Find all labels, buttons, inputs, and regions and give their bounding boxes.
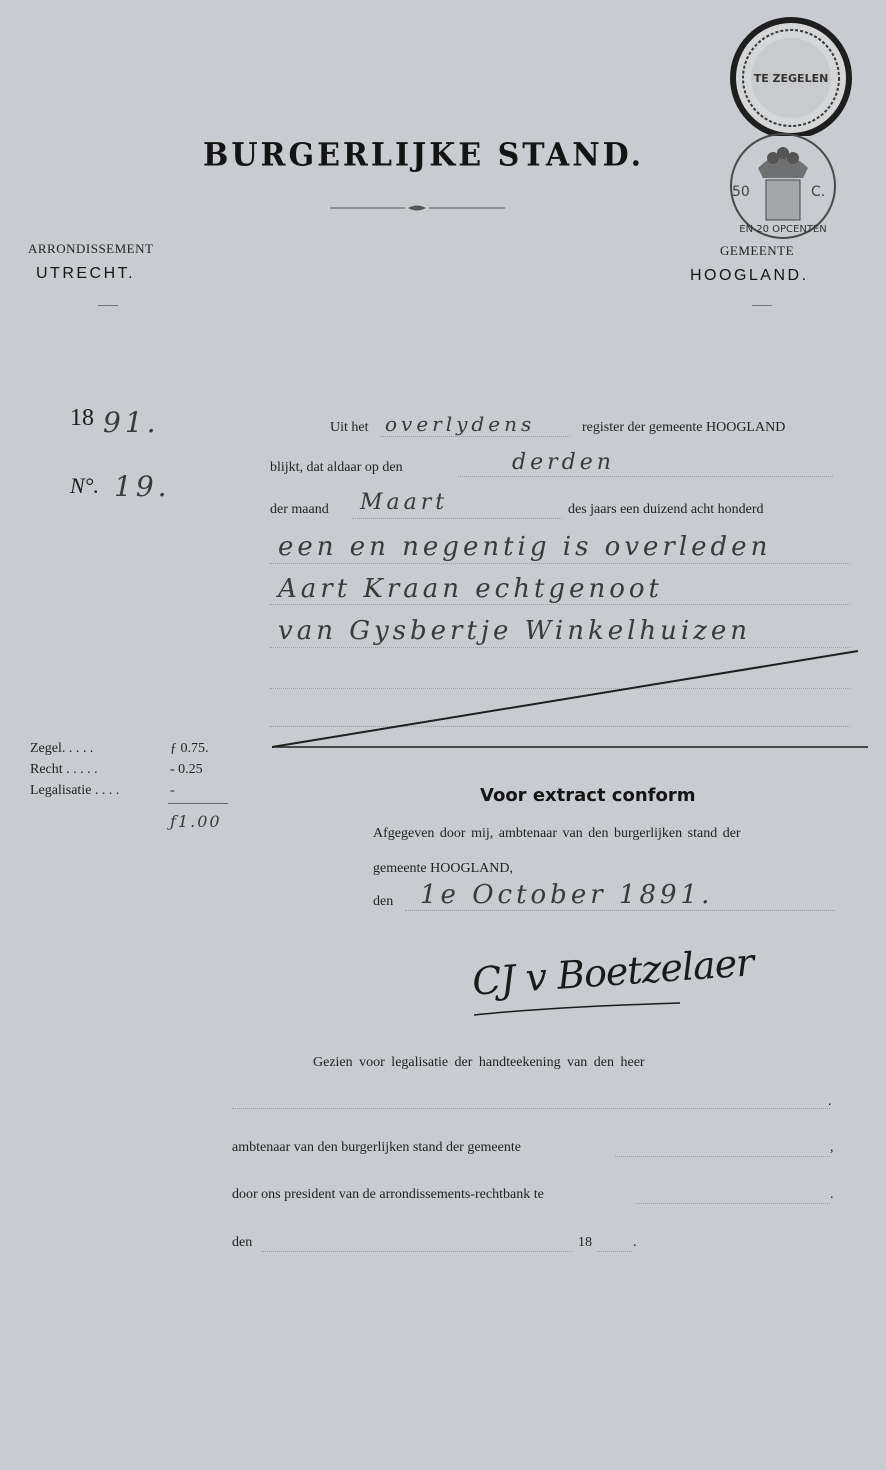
recht-value: - 0.25 (170, 762, 203, 777)
number-label: N°. (70, 473, 99, 498)
signature-underline (470, 995, 690, 1025)
zegel-label: Zegel. . . . . (30, 741, 94, 756)
stamp-top-text: TE ZEGELEN (753, 72, 829, 85)
extract-heading: Voor extract conform (480, 785, 696, 806)
stamp-value-text: 50 (732, 184, 750, 200)
month-value: Maart (360, 490, 449, 515)
hand-line-2: Aart Kraan echtgenoot (278, 574, 663, 604)
legalisatie-label: Legalisatie . . . . (30, 783, 120, 798)
legalisation-line-2: ambtenaar van den burgerlijken stand der gemeente (232, 1140, 521, 1155)
official-signature: CJ v Boetzelaer (470, 940, 755, 1004)
fees-total: ƒ1.00 (170, 812, 222, 831)
hand-line-3: van Gysbertje Winkelhuizen (278, 616, 752, 646)
line3-suffix: des jaars een duizend acht honderd (568, 502, 764, 517)
closing-strike-line (268, 645, 868, 755)
gemeente-value: HOOGLAND. (690, 267, 809, 284)
gemeente-label: GEMEENTE (720, 243, 795, 258)
legalisatie-value: - (170, 783, 175, 798)
year-prefix: 18 (70, 405, 94, 431)
document-title: BURGERLIJKE STAND. (203, 137, 645, 174)
extract-date-value: 1e October 1891. (420, 880, 714, 910)
revenue-stamp-bottom (718, 128, 858, 243)
register-type: overlydens (385, 412, 536, 436)
year-suffix: 91. (103, 406, 160, 439)
number-value: 19. (114, 470, 171, 503)
extract-date-prefix: den (373, 894, 394, 909)
legalisation-line-4-year: 18 (578, 1235, 592, 1250)
line1-suffix: register der gemeente HOOGLAND (582, 420, 786, 435)
legalisation-line-4-prefix: den (232, 1235, 253, 1250)
stamp-letter-text: C. (811, 184, 826, 200)
arrondissement-value: UTRECHT. (36, 265, 136, 282)
zegel-value: ƒ 0.75. (170, 741, 209, 756)
arrondissement-label: ARRONDISSEMENT (28, 241, 154, 256)
legalisation-line-3: door ons president van de arrondissements-rechtbank te (232, 1187, 544, 1202)
line3-prefix: der maand (270, 502, 329, 517)
hand-line-1: een en negentig is overleden (278, 532, 772, 562)
extract-line-1: Afgegeven door mij, ambtenaar van den burgerlijken stand der (373, 826, 741, 841)
document-page: TE ZEGELEN 50 C. EN 20 OPCENTEN BURGERLIJKE STAND. ARRONDISSEMENT UTRECHT. GEMEENTE HOOGLAND. 18 91. N°. 19. Uit het overlydens register der gemeente HOOGLAND blijkt, dat aldaar op den derden der maand Maart des jaars een duizend acht honderd een en negentig is overleden Aart Kraan echtgenoot van Gysbertje Winkelhuizen Zegel. . . . . ƒ 0.75. Recht . . . . . - 0.25 Legalisatie . . . . - ƒ1.00 Voor extract conform Afgegeven door mij, ambtenaar van den burgerlijken stand der gemeente HOOGLAND, den 1e October 1891. CJ v Boetzelaer Gezien voor legalisatie der handteekening van den heer . ambtenaar van den burgerlijken stand der gemeente , door ons president van de arrondissements-rechtbank te . den 18 . (0, 0, 886, 1470)
recht-label: Recht . . . . . (30, 762, 98, 777)
day-value: derden (512, 450, 615, 475)
stamp-bottom-text: EN 20 OPCENTEN (739, 224, 827, 235)
legalisation-line-1: Gezien voor legalisatie der handteekening van den heer (313, 1055, 645, 1070)
line1-prefix: Uit het (330, 420, 369, 435)
revenue-stamp-top (728, 16, 858, 136)
line2-prefix: blijkt, dat aldaar op den (270, 460, 403, 475)
extract-line-2: gemeente HOOGLAND, (373, 861, 513, 876)
title-flourish (330, 204, 505, 212)
